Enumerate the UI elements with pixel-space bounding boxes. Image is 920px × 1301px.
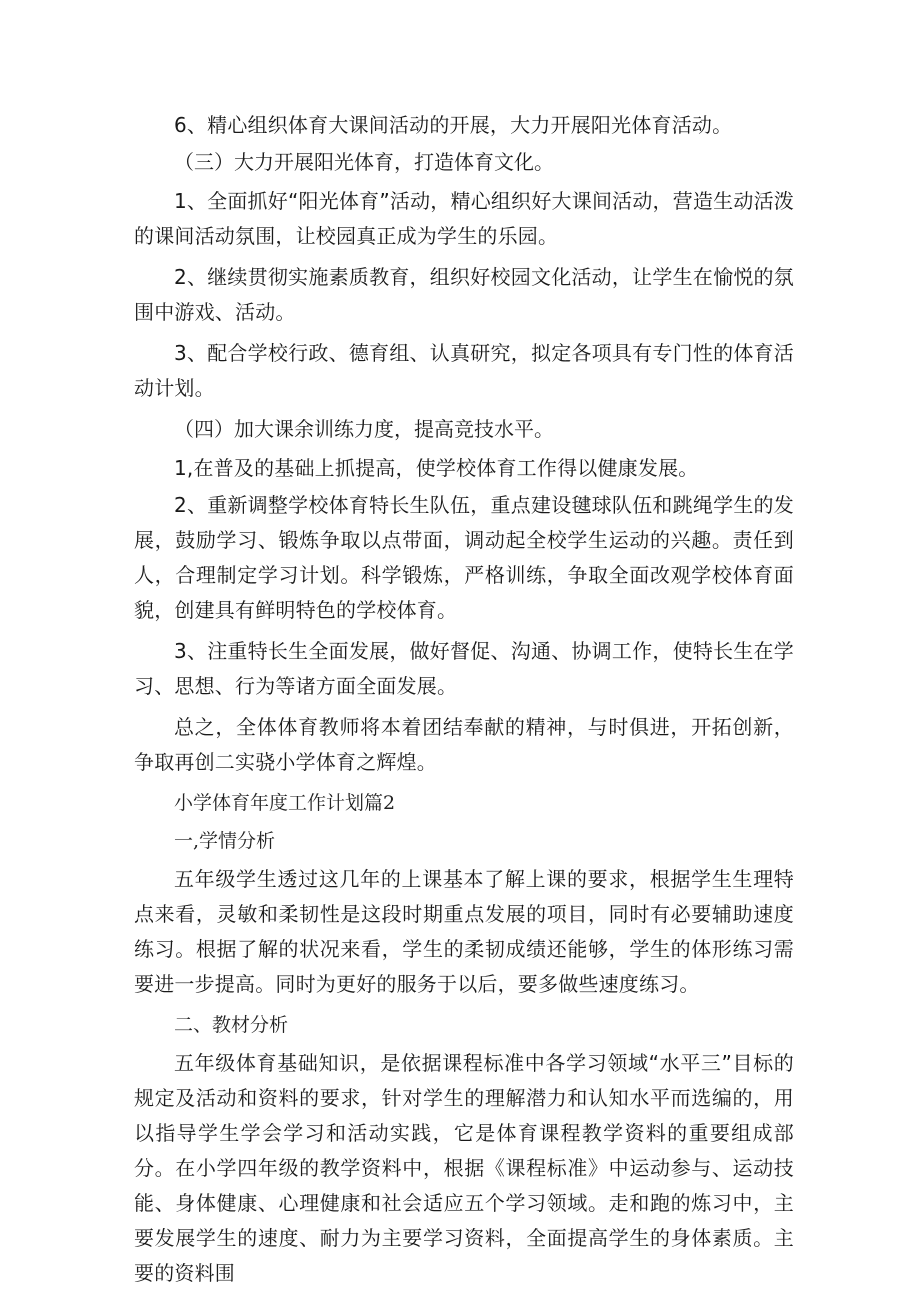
paragraph-learning-analysis: 五年级学生透过这几年的上课基本了解上课的要求，根据学生生理特点来看，灵敏和柔韧性是这段时期重点发展的项目，同时有必要辅助速度练习。根据了解的状况来看，学生的柔韧成绩还能够，学生的体形练习需要进一步提高。同时为更好的服务于以后，要多做些速度练习。 [134,867,794,996]
paragraph-training-1: 1,在普及的基础上抓提高，使学校体育工作得以健康发展。 [174,456,699,480]
paragraph-conclusion: 总之，全体体育教师将本着团结奉献的精神，与时俱进，开拓创新，争取再创二实骁小学体育之辉煌。 [134,715,794,774]
paragraph-item-1: 1、全面抓好“阳光体育”活动，精心组织好大课间活动，营造生动活泼的课间活动氛围，让校园真正成为学生的乐园。 [134,189,794,248]
section-heading-materials-analysis: 二、教材分析 [174,1014,289,1036]
section-heading-learning-analysis: 一,学情分析 [174,830,276,852]
paragraph-item-6: 6、精心组织体育大课间活动的开展，大力开展阳光体育活动。 [174,113,733,137]
section-heading-4: （四）加大课余训练力度，提高竞技水平。 [174,417,554,441]
paragraph-item-2: 2、继续贯彻实施素质教育，组织好校园文化活动，让学生在愉悦的氛围中游戏、活动。 [134,265,794,324]
section-heading-3: （三）大力开展阳光体育，打造体育文化。 [174,150,554,174]
paragraph-materials-analysis: 五年级体育基础知识，是依据课程标准中各学习领域“水平三”目标的规定及活动和资料的要求，针对学生的理解潜力和认知水平而选编的，用以指导学生学会学习和活动实践，它是体育课程教学资料的重要组成部分。在小学四年级的教学资料中，根据《课程标准》中运动参与、运动技能、身体健康、心理健康和社会适应五个学习领域。走和跑的炼习中，主要发展学生的速度、耐力为主要学习资料，全面提高学生的身体素质。主要的资料围 [134,1051,794,1285]
article-title: 小学体育年度工作计划篇2 [174,792,396,814]
paragraph-training-2: 2、重新调整学校体育特长生队伍，重点建设毽球队伍和跳绳学生的发展，鼓励学习、锻炼争取以点带面，调动起全校学生运动的兴趣。责任到人，合理制定学习计划。科学锻炼，严格训练，争取全面改观学校体育面貌，创建具有鲜明特色的学校体育。 [134,493,794,622]
paragraph-training-3: 3、注重特长生全面发展，做好督促、沟通、协调工作，使特长生在学习、思想、行为等诸方面全面发展。 [134,639,794,698]
paragraph-item-3: 3、配合学校行政、德育组、认真研究，拟定各项具有专门性的体育活动计划。 [134,341,794,400]
document-body [134,108,794,1297]
